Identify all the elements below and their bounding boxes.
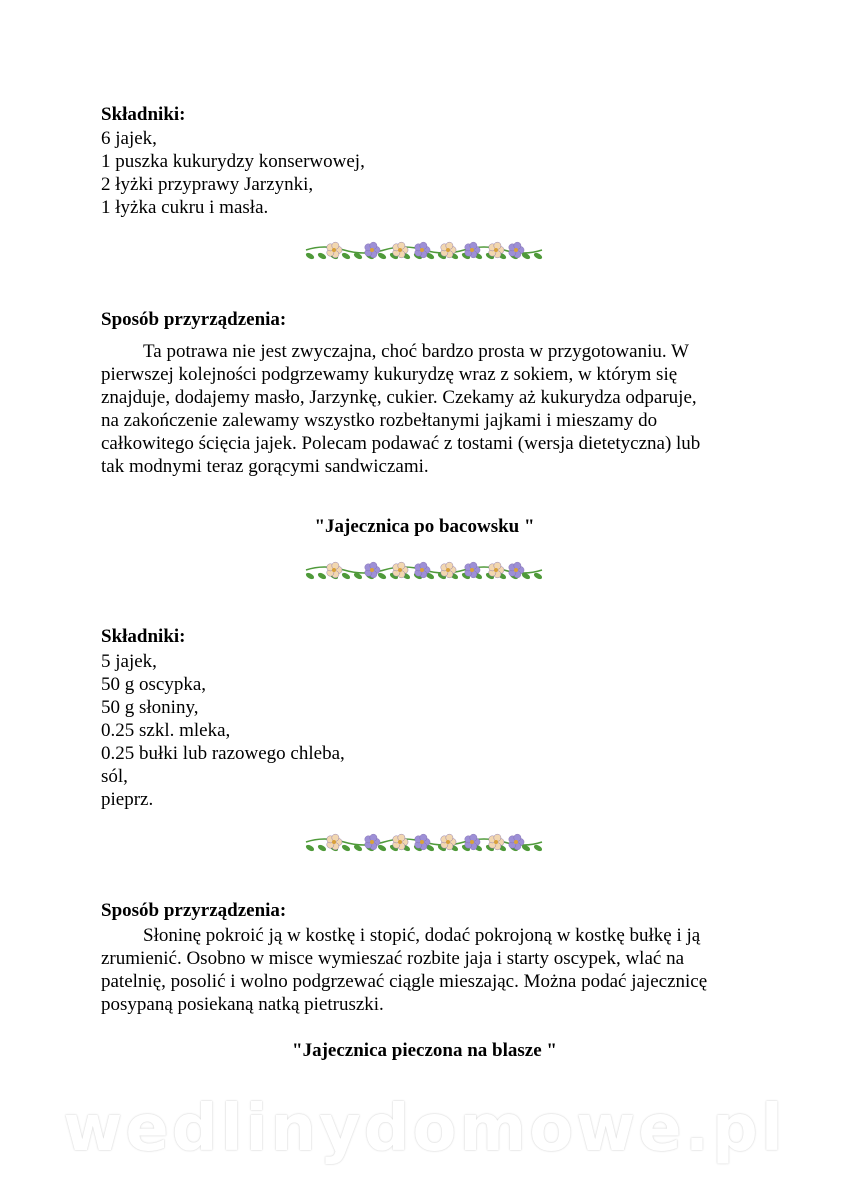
method-line: pierwszej kolejności podgrzewamy kukurydzę wraz z sokiem, w którym się: [101, 364, 678, 385]
method-line: całkowitego ścięcia jajek. Polecam podawać z tostami (wersja dietetyczna) lub: [101, 433, 701, 454]
method-line: Słoninę pokroić ją w kostkę i stopić, dodać pokrojoną w kostkę bułkę i ją: [143, 925, 701, 946]
method-heading: Sposób przyrządzenia:: [101, 900, 287, 921]
watermark: wedlinydomowe.pl: [63, 1092, 786, 1166]
method-line: na zakończenie zalewamy wszystko rozbełtanymi jajkami i mieszamy do: [101, 410, 658, 431]
ingredient-item: 50 g słoniny,: [101, 697, 199, 718]
method-line: zrumienić. Osobno w misce wymieszać rozbite jaja i starty oscypek, wlać na: [101, 948, 684, 969]
ingredients-section-1: [101, 103, 741, 219]
method-section-1: [101, 308, 741, 478]
recipe-title: "Jajecznica po bacowsku ": [314, 516, 535, 537]
method-line: znajduje, dodajemy masło, Jarzynkę, cukier. Czekamy aż kukurydza odparuje,: [101, 387, 697, 408]
ingredient-item: 5 jajek,: [101, 651, 157, 672]
ingredients-heading: Składniki:: [101, 626, 186, 647]
method-heading: Sposób przyrządzenia:: [101, 309, 287, 330]
ingredient-item: 50 g oscypka,: [101, 674, 207, 695]
method-line: Ta potrawa nie jest zwyczajna, choć bardzo prosta w przygotowaniu. W: [143, 341, 689, 362]
method-paragraph: [101, 924, 741, 1016]
ingredient-item: 0.25 bułki lub razowego chleba,: [101, 743, 345, 764]
floral-divider-icon: [304, 828, 544, 856]
ingredient-item: 2 łyżki przyprawy Jarzynki,: [101, 174, 314, 195]
floral-divider-icon: [304, 556, 544, 584]
method-section-2: [101, 899, 741, 1016]
method-line: patelnię, posolić i wolno podgrzewać ciągle mieszając. Można podać jajecznicę: [101, 971, 708, 992]
ingredient-item: sól,: [101, 766, 128, 787]
ingredients-heading: Składniki:: [101, 104, 186, 125]
ingredient-item: 1 łyżka cukru i masła.: [101, 197, 269, 218]
ingredient-item: pieprz.: [101, 789, 154, 810]
recipe-title: "Jajecznica pieczona na blasze ": [292, 1040, 557, 1061]
ingredient-item: 1 puszka kukurydzy konserwowej,: [101, 151, 365, 172]
ingredient-item: 0.25 szkl. mleka,: [101, 720, 231, 741]
floral-divider-icon: [304, 236, 544, 264]
method-line: tak modnymi teraz gorącymi sandwiczami.: [101, 456, 429, 477]
method-paragraph: [101, 340, 741, 478]
method-line: posypaną posiekaną natką pietruszki.: [101, 994, 384, 1015]
ingredient-item: 6 jajek,: [101, 128, 157, 149]
ingredients-section-2: [101, 625, 741, 811]
